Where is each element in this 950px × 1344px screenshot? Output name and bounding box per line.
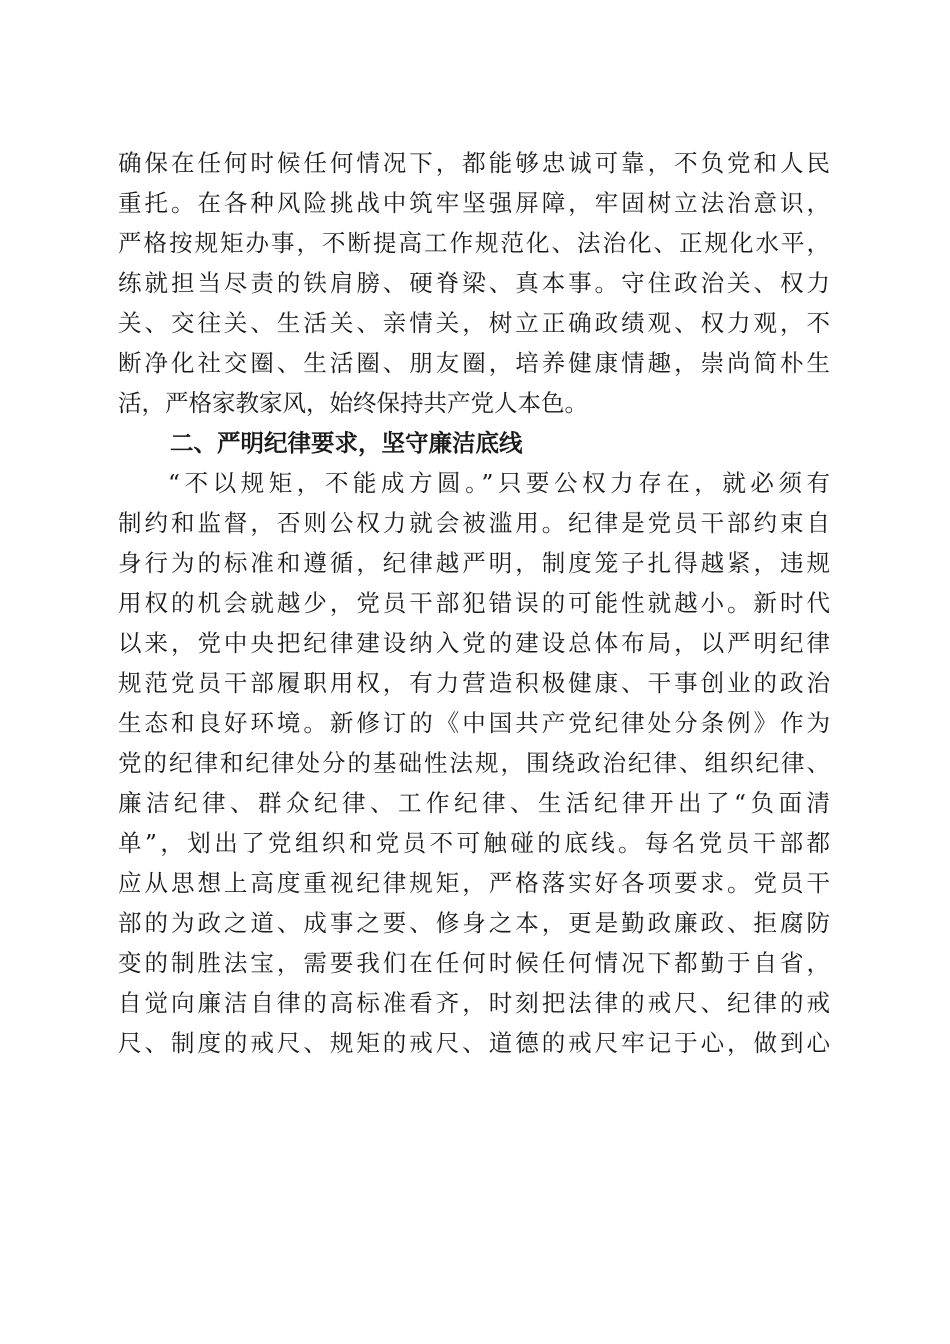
paragraph-line: 断净化社交圈、生活圈、朋友圈，培养健康情趣，崇尚简朴生 [118,349,830,377]
paragraph-line: 练就担当尽责的铁肩膀、硬脊梁、真本事。守住政治关、权力 [118,269,830,297]
paragraph-line: 制约和监督，否则公权力就会被滥用。纪律是党员干部约束自 [118,509,830,537]
paragraph-line: 变的制胜法宝，需要我们在任何时候任何情况下都勤于自省， [118,949,830,977]
paragraph-2 [118,463,830,1063]
paragraph-line: 活，严格家教家风，始终保持共产党人本色。 [118,389,588,417]
paragraph-line: 用权的机会就越少，党员干部犯错误的可能性就越小。新时代 [118,589,830,617]
paragraph-line: 身行为的标准和遵循，纪律越严明，制度笼子扎得越紧，违规 [118,549,830,577]
paragraph-line: 应从思想上高度重视纪律规矩，严格落实好各项要求。党员干 [118,869,830,897]
paragraph-line: 确保在任何时候任何情况下，都能够忠诚可靠，不负党和人民 [118,149,830,177]
paragraph-line: 党的纪律和纪律处分的基础性法规，围绕政治纪律、组织纪律、 [118,749,830,777]
paragraph-line: 生态和良好环境。新修订的《中国共产党纪律处分条例》作为 [118,709,830,737]
paragraph-line: “不以规矩，不能成方圆。”只要公权力存在，就必须有 [168,469,830,497]
paragraph-line: 关、交往关、生活关、亲情关，树立正确政绩观、权力观，不 [118,309,830,337]
paragraph-line: 部的为政之道、成事之要、修身之本，更是勤政廉政、拒腐防 [118,909,830,937]
paragraph-1 [118,143,830,423]
paragraph-line: 以来，党中央把纪律建设纳入党的建设总体布局，以严明纪律 [118,629,830,657]
document-page [118,143,830,1063]
paragraph-line: 重托。在各种风险挑战中筑牢坚强屏障，牢固树立法治意识， [118,189,830,217]
paragraph-line: 规范党员干部履职用权，有力营造积极健康、干事创业的政治 [118,669,830,697]
paragraph-line: 廉洁纪律、群众纪律、工作纪律、生活纪律开出了“负面清 [118,789,830,817]
section-heading: 二、严明纪律要求，坚守廉洁底线 [170,429,523,457]
paragraph-line: 自觉向廉洁自律的高标准看齐，时刻把法律的戒尺、纪律的戒 [118,989,830,1017]
paragraph-line: 严格按规矩办事，不断提高工作规范化、法治化、正规化水平， [118,229,830,257]
paragraph-line: 单”，划出了党组织和党员不可触碰的底线。每名党员干部都 [118,829,830,857]
paragraph-line: 尺、制度的戒尺、规矩的戒尺、道德的戒尺牢记于心，做到心 [118,1029,830,1057]
